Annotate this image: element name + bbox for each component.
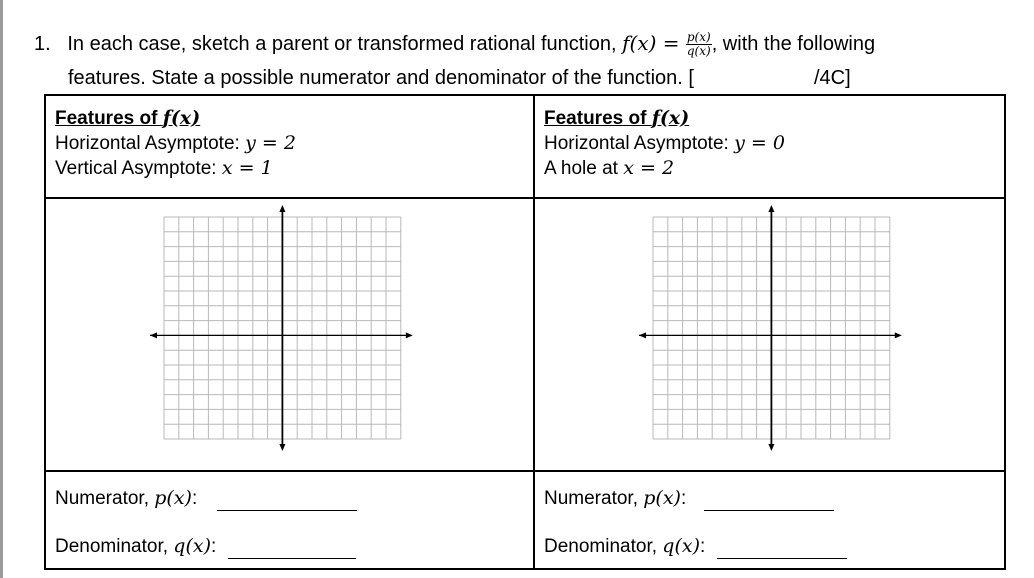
- fraction-denominator: q(x): [686, 44, 711, 59]
- denominator-blank-2[interactable]: [717, 536, 847, 559]
- graph-cell-1: [45, 198, 534, 471]
- question-line-2: [68, 67, 694, 90]
- numerator-row-1: Numerator, p(x):: [55, 487, 357, 511]
- numerator-row-2: Numerator, p(x):: [544, 487, 834, 511]
- feature-line-2-1: Horizontal Asymptote: y = 0: [544, 132, 785, 154]
- features-cell-2: [534, 95, 1005, 198]
- x-axis-arrow-right: [895, 332, 902, 338]
- y-axis-arrow-up: [768, 205, 774, 212]
- question-text-end: with the following: [717, 33, 876, 55]
- denominator-row-2: Denominator, q(x):: [544, 535, 847, 559]
- numerator-blank-1[interactable]: [217, 488, 357, 511]
- x-axis-arrow-left: [150, 332, 157, 338]
- x-axis-arrow-left: [639, 332, 646, 338]
- marks-value: /4C]: [814, 67, 851, 89]
- function-fraction: [686, 31, 712, 58]
- x-axis-arrow-right: [406, 332, 413, 338]
- feature-line-2-2: A hole at x = 2: [544, 157, 675, 179]
- answer-cell-1: [45, 471, 534, 569]
- question-line-1: [34, 31, 875, 58]
- y-axis-arrow-down: [768, 444, 774, 451]
- graph-cell-2: [534, 198, 1005, 471]
- answer-cell-2: [534, 471, 1005, 569]
- function-lhs: f(x) =: [622, 31, 686, 55]
- fraction-comma: ,: [711, 33, 718, 55]
- features-heading-1: Features of f(x): [55, 107, 201, 129]
- worksheet-table: [44, 94, 1006, 570]
- question-text: In each case, sketch a parent or transformed rational function,: [67, 33, 623, 55]
- question-text-line2: features. State a possible numerator and denominator of the function. [: [68, 67, 694, 89]
- features-heading-2: Features of f(x): [544, 107, 690, 129]
- feature-line-1-2: Vertical Asymptote: x = 1: [55, 157, 273, 179]
- coordinate-grid-2[interactable]: [639, 205, 915, 459]
- page-margin-rule: [0, 0, 3, 578]
- question-number: 1.: [34, 33, 51, 55]
- numerator-blank-2[interactable]: [704, 488, 834, 511]
- denominator-row-1: Denominator, q(x):: [55, 535, 356, 559]
- coordinate-grid-1[interactable]: [150, 205, 426, 459]
- y-axis-arrow-up: [279, 205, 285, 212]
- fraction-numerator: p(x): [686, 30, 711, 45]
- y-axis-arrow-down: [279, 444, 285, 451]
- denominator-blank-1[interactable]: [228, 536, 356, 559]
- features-cell-1: [45, 95, 534, 198]
- feature-line-1-1: Horizontal Asymptote: y = 2: [55, 132, 296, 154]
- marks-label: [814, 67, 851, 90]
